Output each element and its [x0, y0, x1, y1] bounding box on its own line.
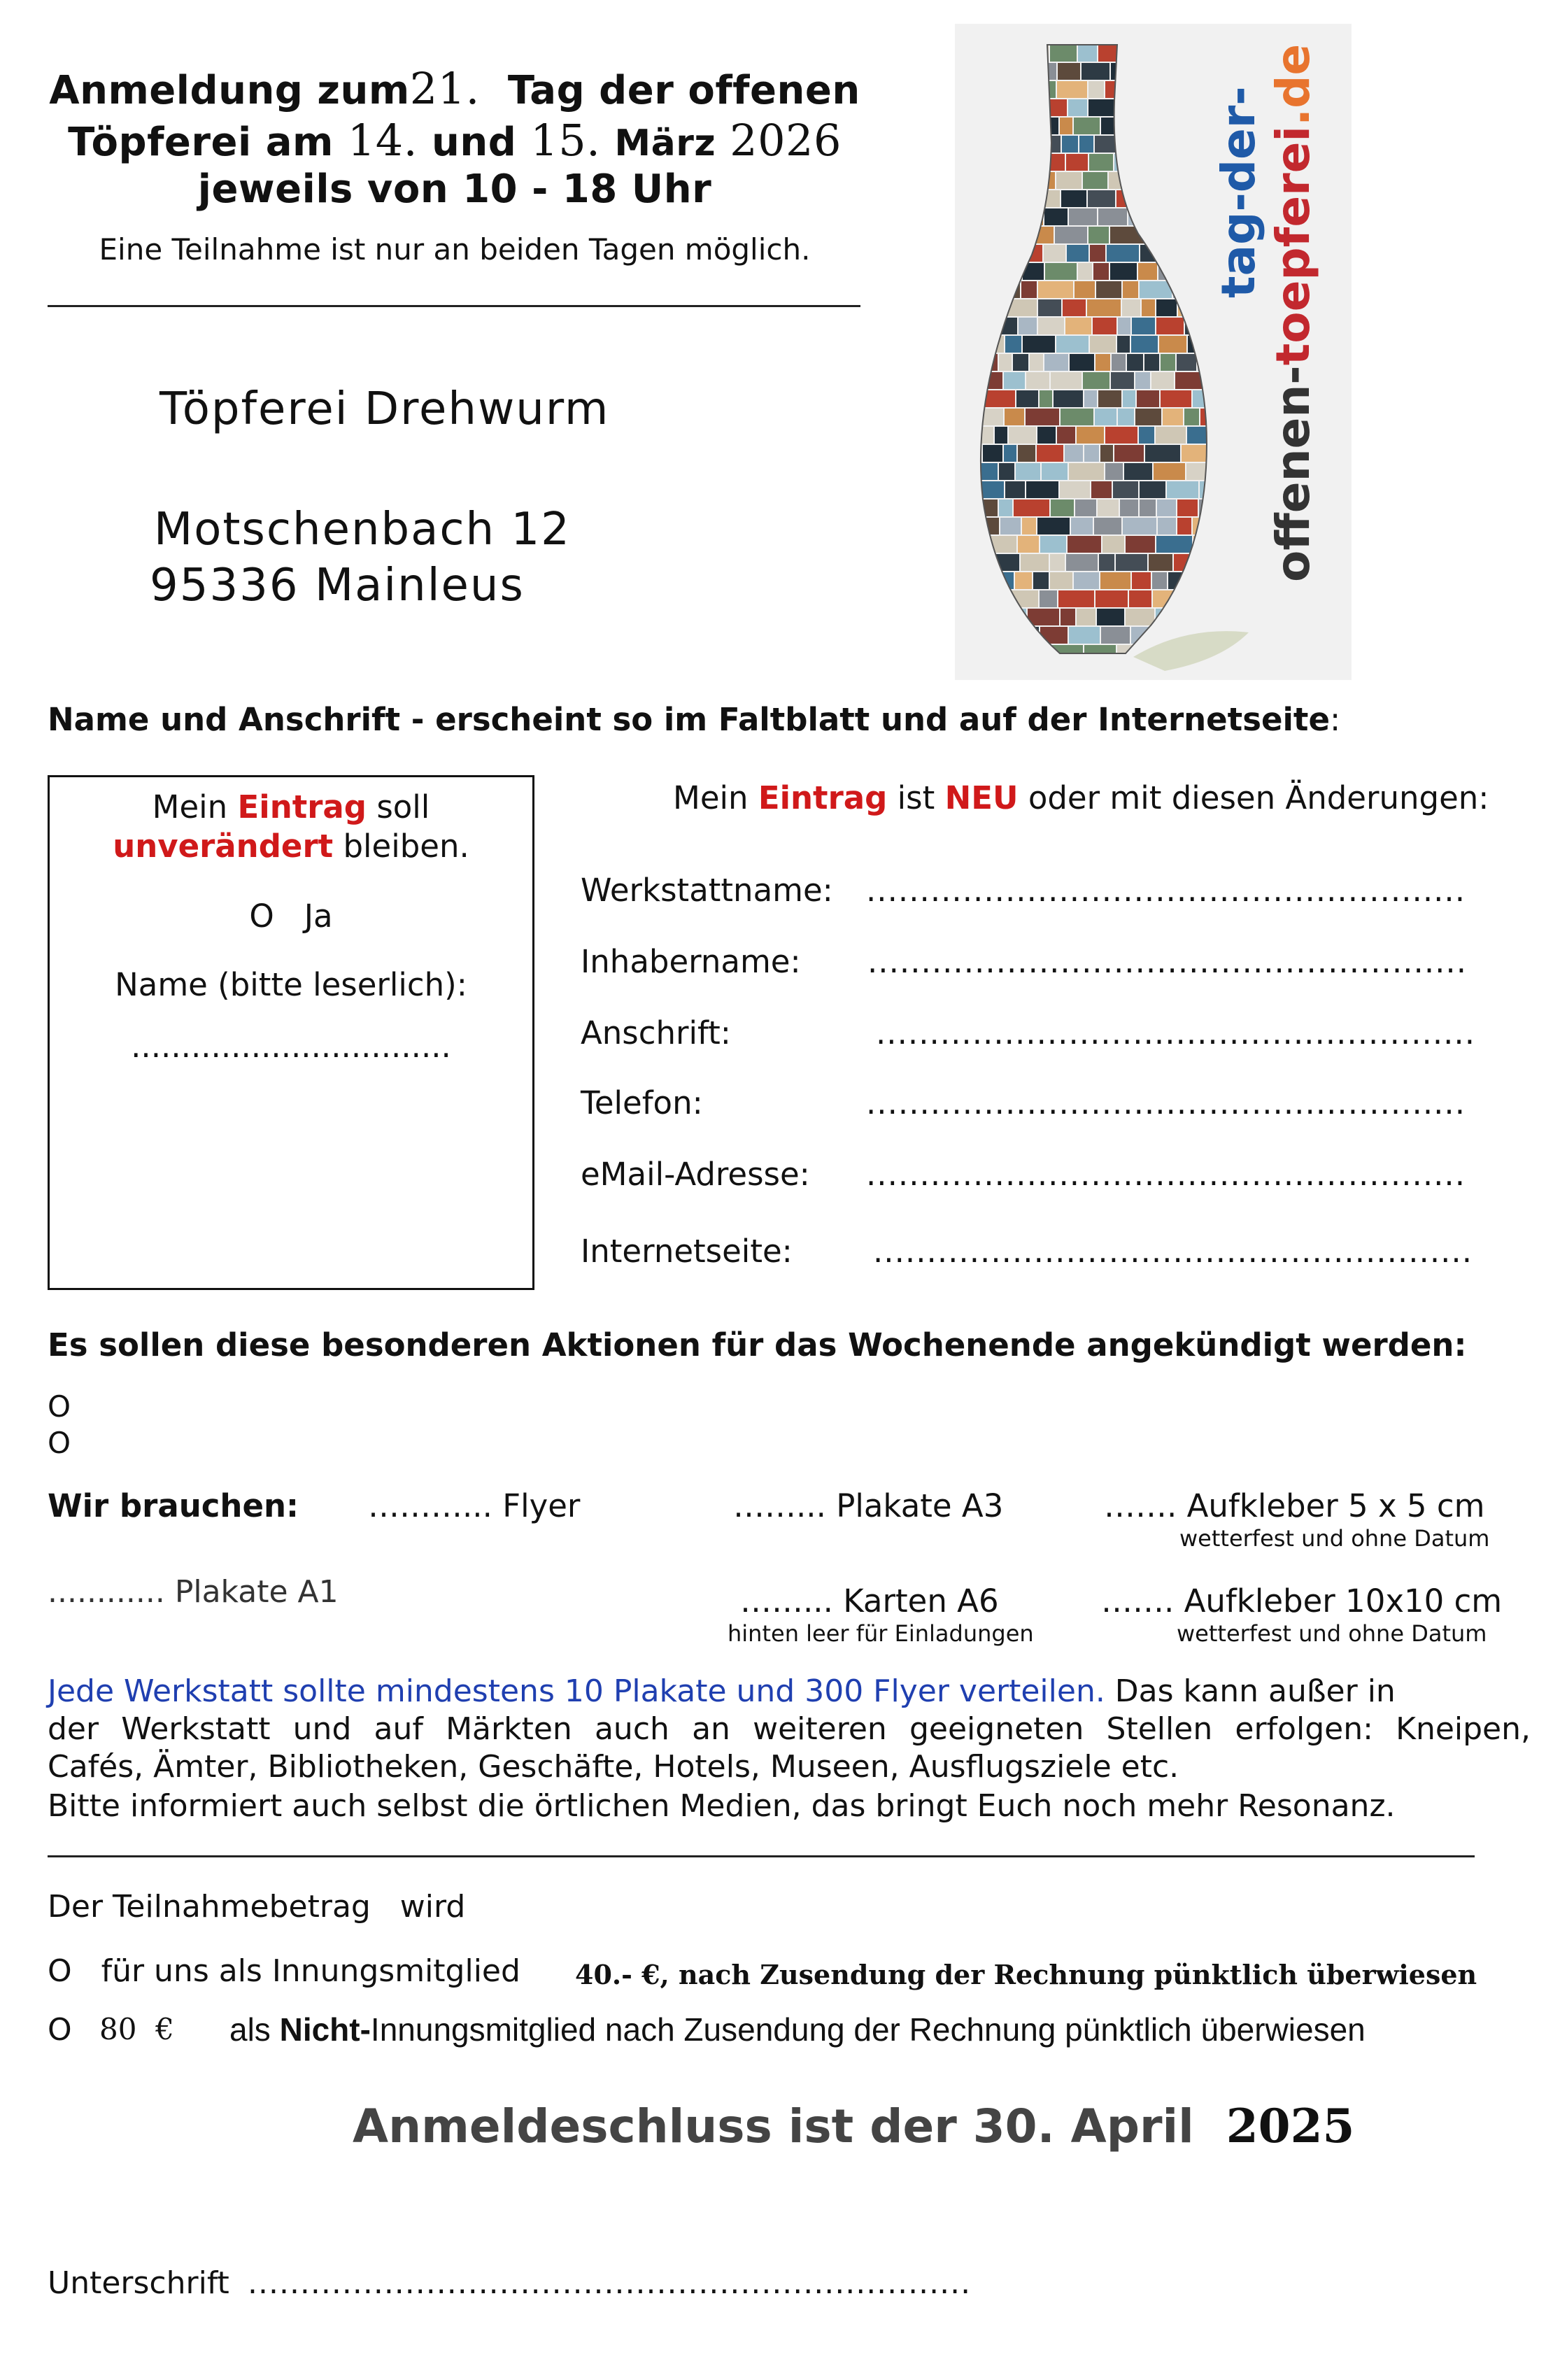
header-text: Töpferei am	[68, 120, 334, 165]
header-text: Tag der offenen	[507, 68, 860, 113]
info-line-1	[48, 1673, 1396, 1709]
distribution-requirement: Jede Werkstatt sollte mindestens 10 Plakate und 300 Flyer verteilen.	[48, 1673, 1105, 1709]
box-text: Mein	[152, 788, 228, 826]
need-flyer[interactable]: ………... Flyer	[368, 1487, 581, 1524]
deadline	[353, 2099, 1354, 2153]
divider	[48, 305, 860, 307]
info-line-4: Bitte informiert auch selbst die örtlichen Medien, das bringt Euch noch mehr Resonanz.	[48, 1788, 1396, 1824]
field-label-email: eMail-Adresse:	[581, 1156, 810, 1193]
fee-nonmember-text	[229, 2011, 1366, 2048]
street: Motschenbach 12	[154, 504, 571, 555]
info-line-2: der Werkstatt und auf Märkten auch an weiteren geeigneten Stellen erfolgen: Kneipen,	[48, 1711, 1531, 1747]
action-option-1[interactable]: O	[48, 1389, 71, 1424]
field-internetseite[interactable]: ........................................................	[873, 1233, 1473, 1270]
actions-title: Es sollen diese besonderen Aktionen für das Wochenende angekündigt werden:	[48, 1326, 1467, 1363]
fee-text: als	[229, 2011, 280, 2048]
field-telefon[interactable]: ........................................................	[866, 1084, 1466, 1121]
need-karten-a6[interactable]: ……... Karten A6	[740, 1582, 999, 1620]
vase-logo-image	[955, 24, 1352, 680]
intro-text: ist	[897, 779, 935, 816]
edition-number: 21.	[409, 63, 480, 114]
header-line-2	[42, 115, 867, 166]
fee-option-nonmember[interactable]: O	[48, 2012, 72, 2048]
field-email[interactable]: ........................................................	[866, 1156, 1466, 1193]
logo-text-line-1: tag-der-	[1212, 86, 1265, 298]
intro-text: Mein	[673, 779, 749, 816]
new-entry-intro	[673, 779, 1489, 816]
field-label-inhabername: Inhabername:	[581, 943, 801, 980]
divider	[48, 1855, 1475, 1857]
field-anschrift[interactable]: ........................................................	[876, 1014, 1476, 1051]
field-inhabername[interactable]: ........................................................	[867, 943, 1468, 980]
karten-note: hinten leer für Einladungen	[728, 1620, 1034, 1647]
participation-note: Eine Teilnahme ist nur an beiden Tagen möglich.	[99, 232, 811, 267]
need-plakate-a3[interactable]: ……... Plakate A3	[733, 1487, 1004, 1524]
field-label-anschrift: Anschrift:	[581, 1014, 731, 1051]
day-2: 15.	[530, 115, 601, 166]
box-line-2	[50, 828, 532, 865]
intro-text: oder mit diesen Änderungen:	[1028, 779, 1489, 816]
fee-member-amount: 40.- €, nach Zusendung der Rechnung pünktlich überwiesen	[575, 1959, 1477, 1990]
deadline-text: Anmeldeschluss ist der 30. April	[353, 2099, 1194, 2153]
box-text: soll	[376, 788, 430, 826]
field-label-internetseite: Internetseite:	[581, 1233, 793, 1270]
name-section-title	[48, 701, 1340, 738]
signature-field[interactable]: .....................................................................	[248, 2265, 972, 2301]
field-label-telefon: Telefon:	[581, 1084, 703, 1121]
fee-text: Innungsmitglied nach Zusendung der Rechnung pünktlich überwiesen	[370, 2011, 1366, 2048]
neu-highlight: NEU	[944, 779, 1019, 816]
field-werkstattname[interactable]: ........................................................	[866, 872, 1466, 909]
info-text: Das kann außer in	[1105, 1673, 1396, 1709]
info-line-3: Cafés, Ämter, Bibliotheken, Geschäfte, Hotels, Museen, Ausflugsziele etc.	[48, 1749, 1179, 1785]
box-text: bleiben.	[343, 828, 469, 865]
day-1: 14.	[347, 115, 418, 166]
header-line-1	[42, 63, 867, 114]
event-year: 2026	[730, 115, 842, 166]
signature-label: Unterschrift	[48, 2265, 229, 2301]
city: 95336 Mainleus	[150, 560, 525, 611]
box-line-1	[50, 788, 532, 826]
eintrag-highlight: Eintrag	[758, 779, 888, 816]
name-dotted-field[interactable]: ................................	[131, 1028, 451, 1065]
ja-checkbox[interactable]: O Ja	[249, 898, 333, 935]
workshop-name: Töpferei Drehwurm	[159, 383, 610, 435]
logo-text-line-2: offenen-toepferei.de	[1266, 43, 1320, 582]
month: März	[614, 122, 716, 164]
deadline-year: 2025	[1226, 2099, 1355, 2153]
fee-nonmember-amount: 80 €	[99, 2012, 174, 2046]
section-title-text: Name und Anschrift - erscheint so im Faltblatt und auf der Internetseite	[48, 701, 1330, 738]
header-text: Anmeldung zum	[49, 68, 410, 113]
need-plakate-a1[interactable]: ............ Plakate A1	[48, 1574, 339, 1610]
needs-label: Wir brauchen:	[48, 1487, 299, 1524]
unchanged-entry-box	[48, 775, 534, 1290]
need-aufkleber-5x5[interactable]: ……. Aufkleber 5 x 5 cm	[1104, 1487, 1485, 1524]
header-text: und	[431, 120, 517, 165]
field-label-werkstattname: Werkstattname:	[581, 872, 833, 909]
header-line-3: jeweils von 10 - 18 Uhr	[197, 167, 712, 212]
fee-title: Der Teilnahmebetrag wird	[48, 1889, 466, 1925]
aufkleber-10x10-note: wetterfest und ohne Datum	[1177, 1620, 1487, 1647]
fee-option-member[interactable]: O für uns als Innungsmitglied	[48, 1953, 520, 1989]
nicht-emphasis: Nicht-	[279, 2011, 371, 2048]
eintrag-highlight: Eintrag	[237, 788, 367, 826]
event-logo	[955, 24, 1352, 680]
unveraendert-highlight: unverändert	[113, 828, 334, 865]
colon: :	[1329, 701, 1341, 738]
need-aufkleber-10x10[interactable]: ……. Aufkleber 10x10 cm	[1101, 1582, 1503, 1620]
action-option-2[interactable]: O	[48, 1426, 71, 1460]
aufkleber-5x5-note: wetterfest und ohne Datum	[1179, 1525, 1490, 1552]
name-label: Name (bitte leserlich):	[115, 966, 467, 1003]
